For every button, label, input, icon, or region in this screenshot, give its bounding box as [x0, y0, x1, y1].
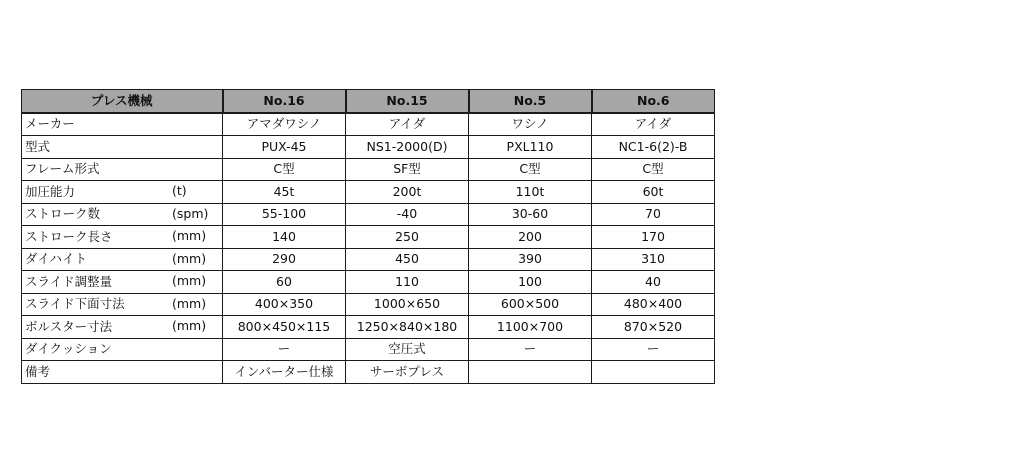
header-row	[22, 90, 715, 113]
value-cell-machine-2: 空圧式	[346, 338, 469, 361]
row-label: ストローク数	[25, 206, 101, 222]
value-cell-machine-4: 870×520	[592, 316, 715, 339]
row-label: 加圧能力	[25, 183, 76, 199]
value-cell-machine-2: 250	[346, 226, 469, 249]
value-cell-machine-4	[592, 361, 715, 384]
value-cell-machine-3: 30-60	[469, 203, 592, 226]
row-label: メーカー	[25, 116, 75, 132]
row-label: 備考	[25, 363, 51, 379]
value-cell-machine-3: 100	[469, 271, 592, 294]
value-cell-machine-3: ワシノ	[469, 113, 592, 136]
row-label: 型式	[25, 138, 51, 154]
header-label-cell: プレス機械	[22, 90, 223, 113]
row-label-cell	[22, 203, 223, 226]
row-unit: (mm)	[172, 273, 207, 288]
row-label-cell	[22, 181, 223, 204]
row-label: フレーム形式	[25, 161, 100, 177]
value-cell-machine-4: 70	[592, 203, 715, 226]
value-cell-machine-2: SF型	[346, 158, 469, 181]
table-row	[22, 113, 715, 136]
value-cell-machine-2: 1000×650	[346, 293, 469, 316]
row-label-cell	[22, 293, 223, 316]
table-row	[22, 158, 715, 181]
table-row	[22, 226, 715, 249]
row-label-cell	[22, 271, 223, 294]
value-cell-machine-4: 60t	[592, 181, 715, 204]
row-label-cell	[22, 136, 223, 159]
value-cell-machine-1: 55-100	[223, 203, 346, 226]
row-label: スライド下面寸法	[25, 296, 125, 312]
row-unit: (mm)	[172, 295, 207, 311]
value-cell-machine-3: C型	[469, 158, 592, 181]
value-cell-machine-2: 450	[346, 248, 469, 271]
value-cell-machine-4: アイダ	[592, 113, 715, 136]
table-row	[22, 203, 715, 226]
row-unit: (t)	[172, 183, 187, 198]
row-label-cell	[22, 248, 223, 271]
value-cell-machine-1: アマダワシノ	[223, 113, 346, 136]
row-label: スライド調整量	[25, 273, 113, 289]
value-cell-machine-1: インバーター仕様	[223, 361, 346, 384]
value-cell-machine-4: NC1-6(2)-B	[592, 136, 715, 159]
row-label: ダイクッション	[25, 341, 112, 357]
value-cell-machine-4: 480×400	[592, 293, 715, 316]
header-machine-4: No.6	[592, 90, 715, 113]
row-unit: (mm)	[172, 318, 207, 333]
value-cell-machine-4: 310	[592, 248, 715, 271]
row-unit: (mm)	[172, 228, 207, 243]
value-cell-machine-1: 290	[223, 248, 346, 271]
value-cell-machine-2: NS1-2000(D)	[346, 136, 469, 159]
table-row	[22, 361, 715, 384]
table-row	[22, 136, 715, 159]
value-cell-machine-1: 800×450×115	[223, 316, 346, 339]
value-cell-machine-1: 45t	[223, 181, 346, 204]
value-cell-machine-2: アイダ	[346, 113, 469, 136]
table-row	[22, 271, 715, 294]
value-cell-machine-3: 1100×700	[469, 316, 592, 339]
table-row	[22, 293, 715, 316]
value-cell-machine-4: 170	[592, 226, 715, 249]
row-label-cell	[22, 226, 223, 249]
value-cell-machine-1: 140	[223, 226, 346, 249]
value-cell-machine-2: -40	[346, 203, 469, 226]
row-label: ダイハイト	[25, 251, 88, 267]
value-cell-machine-3: ー	[469, 338, 592, 361]
header-machine-1: No.16	[223, 90, 346, 113]
row-label: ボルスター寸法	[25, 318, 113, 334]
value-cell-machine-1: 400×350	[223, 293, 346, 316]
value-cell-machine-4: ー	[592, 338, 715, 361]
value-cell-machine-3	[469, 361, 592, 384]
value-cell-machine-2: 200t	[346, 181, 469, 204]
value-cell-machine-1: 60	[223, 271, 346, 294]
value-cell-machine-3: 110t	[469, 181, 592, 204]
value-cell-machine-2: 1250×840×180	[346, 316, 469, 339]
value-cell-machine-4: C型	[592, 158, 715, 181]
value-cell-machine-2: サーボプレス	[346, 361, 469, 384]
row-label-cell	[22, 338, 223, 361]
table-row	[22, 338, 715, 361]
value-cell-machine-3: 390	[469, 248, 592, 271]
row-unit: (spm)	[172, 205, 209, 221]
table-row	[22, 316, 715, 339]
value-cell-machine-2: 110	[346, 271, 469, 294]
value-cell-machine-1: ー	[223, 338, 346, 361]
row-label: ストローク長さ	[25, 228, 113, 244]
row-label-cell	[22, 113, 223, 136]
value-cell-machine-3: PXL110	[469, 136, 592, 159]
press-machine-spec-table	[21, 89, 715, 384]
header-machine-3: No.5	[469, 90, 592, 113]
header-machine-2: No.15	[346, 90, 469, 113]
table-row	[22, 181, 715, 204]
row-unit: (mm)	[172, 250, 207, 266]
table-row	[22, 248, 715, 271]
value-cell-machine-1: C型	[223, 158, 346, 181]
row-label-cell	[22, 158, 223, 181]
value-cell-machine-1: PUX-45	[223, 136, 346, 159]
value-cell-machine-4: 40	[592, 271, 715, 294]
value-cell-machine-3: 600×500	[469, 293, 592, 316]
row-label-cell	[22, 361, 223, 384]
row-label-cell	[22, 316, 223, 339]
value-cell-machine-3: 200	[469, 226, 592, 249]
